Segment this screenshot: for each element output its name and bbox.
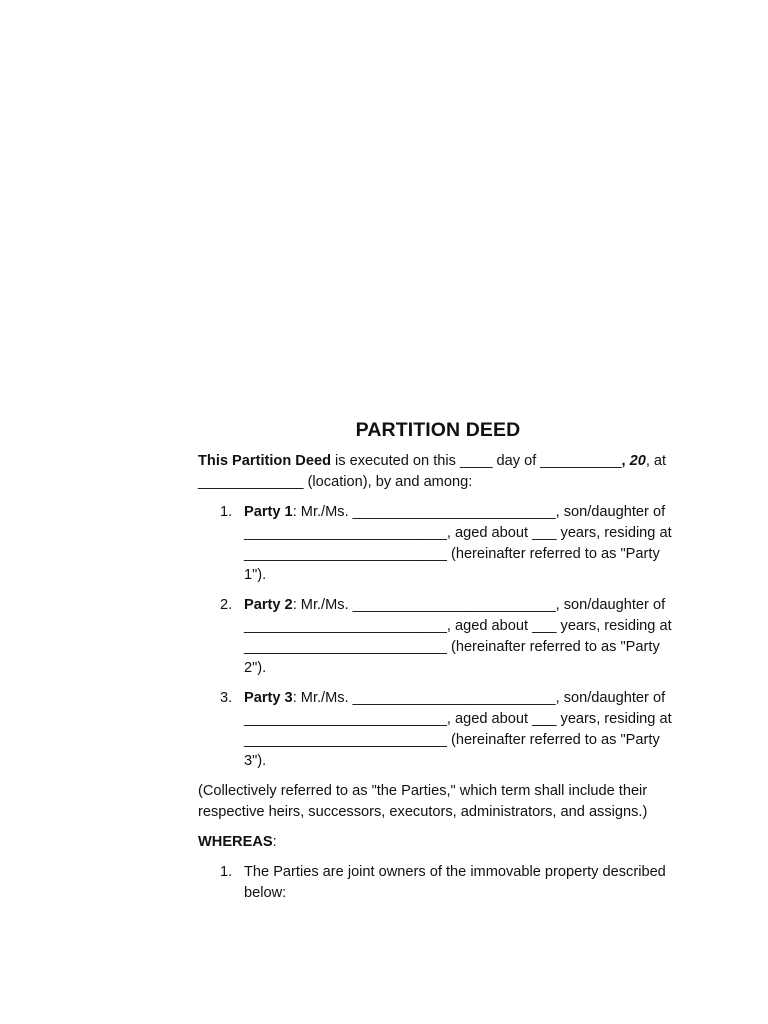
- party-item: [198, 688, 678, 772]
- intro-bold-lead: This Partition Deed: [198, 453, 331, 469]
- party-details: : Mr./Ms. _________________________, son/daughter of _________________________, aged about ___ years, residing at _________________________ (hereinafter referred to as "Party 2").: [244, 597, 672, 676]
- party-item: [198, 595, 678, 679]
- intro-year: 20: [625, 453, 646, 469]
- list-number: 1.: [220, 504, 233, 520]
- whereas-heading: [198, 832, 678, 853]
- list-number: 2.: [220, 597, 233, 613]
- list-number: 3.: [220, 690, 233, 706]
- list-number: 1.: [220, 864, 233, 880]
- whereas-list: [198, 862, 678, 904]
- whereas-text: The Parties are joint owners of the immovable property described below:: [244, 864, 666, 901]
- intro-text-date: is executed on this ____ day of __________: [330, 453, 622, 469]
- parties-list: [198, 502, 678, 772]
- intro-paragraph: [198, 451, 678, 493]
- intro-text-location: , at _____________ (location), by and among:: [198, 453, 667, 490]
- party-details: : Mr./Ms. _________________________, son/daughter of _________________________, aged about ___ years, residing at _________________________ (hereinafter referred to as "Party 3").: [244, 690, 672, 769]
- document-body: [198, 417, 678, 913]
- party-details: : Mr./Ms. _________________________, son/daughter of _________________________, aged about ___ years, residing at _________________________ (hereinafter referred to as "Party 1").: [244, 504, 672, 583]
- party-label: Party 2: [244, 597, 293, 613]
- whereas-item: [198, 862, 678, 904]
- party-item: [198, 502, 678, 586]
- document-title: PARTITION DEED: [355, 419, 521, 441]
- party-label: Party 3: [244, 690, 293, 706]
- party-label: Party 1: [244, 504, 293, 520]
- collective-paragraph: (Collectively referred to as "the Parties," which term shall include their respective heirs, successors, executors, administrators, and assigns.): [198, 783, 648, 820]
- whereas-colon: :: [272, 834, 277, 850]
- intro-bold-comma: ,: [621, 453, 626, 469]
- whereas-label: WHEREAS: [198, 834, 273, 850]
